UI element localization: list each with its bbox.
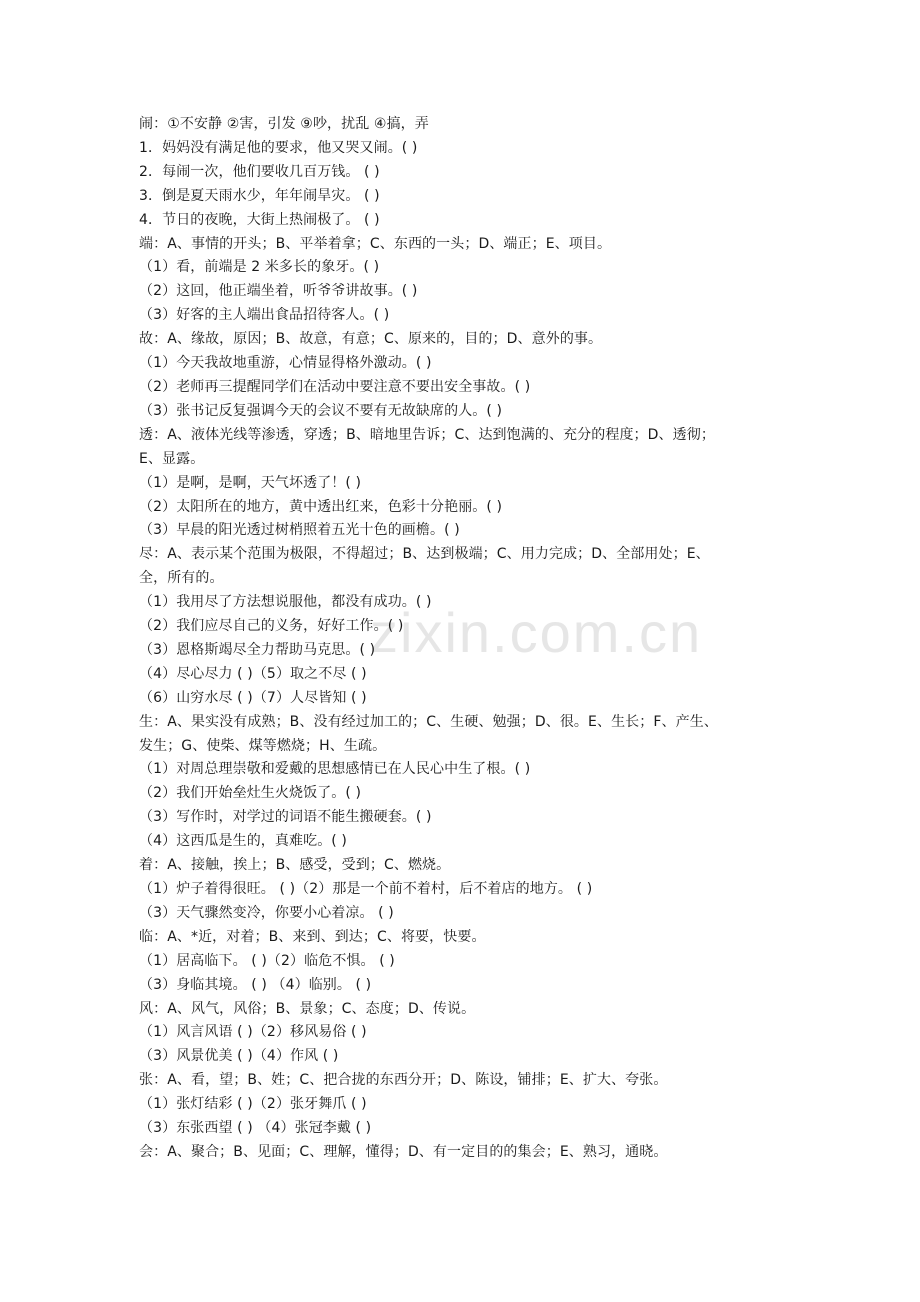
text-line: 端：A、事情的开头；B、平举着拿；C、东西的一头；D、端正；E、项目。 — [139, 235, 612, 252]
text-line: 透：A、液体光线等渗透，穿透；B、暗地里告诉；C、达到饱满的、充分的程度；D、透彻； — [139, 426, 715, 443]
text-line: 3．倒是夏天雨水少，年年闹旱灾。 ( ) — [139, 187, 380, 204]
text-line: （3）写作时，对学过的词语不能生搬硬套。( ) — [139, 809, 432, 826]
text-line: 生：A、果实没有成熟；B、没有经过加工的；C、生硬、勉强；D、很。E、生长；F、产生、 — [139, 713, 718, 730]
text-line: （1）是啊，是啊，天气坏透了！( ) — [139, 474, 362, 491]
text-line: （1）居高临下。 ( )（2）临危不惧。 ( ) — [139, 952, 395, 969]
text-line: （3）东张西望 ( ) （4）张冠李戴 ( ) — [139, 1120, 372, 1137]
text-line: （3）早晨的阳光透过树梢照着五光十色的画檐。( ) — [139, 522, 460, 539]
text-line: 会：A、聚合；B、见面；C、理解，懂得；D、有一定目的的集会；E、熟习，通晓。 — [139, 1143, 668, 1160]
text-line: （3）好客的主人端出食品招待客人。( ) — [139, 307, 390, 324]
text-line: 临：A、*近，对着；B、来到、到达；C、将要，快要。 — [139, 928, 486, 945]
text-line: （2）老师再三提醒同学们在活动中要注意不要出安全事故。( ) — [139, 378, 531, 395]
text-line: （2）这回，他正端坐着，听爷爷讲故事。( ) — [139, 283, 418, 300]
watermark: zixin.com.cn — [370, 601, 703, 664]
text-line: （3）身临其境。 ( ) （4）临别。 ( ) — [139, 976, 372, 993]
text-line: （3）张书记反复强调今天的会议不要有无故缺席的人。( ) — [139, 402, 503, 419]
text-line: 尽：A、表示某个范围为极限，不得超过；B、达到极端；C、用力完成；D、全部用处；E、 — [139, 546, 710, 563]
text-line: （3）恩格斯竭尽全力帮助马克思。( ) — [139, 641, 376, 658]
text-line: 4．节日的夜晚，大街上热闹极了。 ( ) — [139, 211, 380, 228]
text-line: （1）张灯结彩 ( )（2）张牙舞爪 ( ) — [139, 1096, 367, 1113]
text-line: 1．妈妈没有满足他的要求，他又哭又闹。( ) — [139, 139, 418, 156]
text-line: （1）对周总理崇敬和爱戴的思想感情已在人民心中生了根。( ) — [139, 761, 531, 778]
text-line: 风：A、风气，风俗；B、景象；C、态度；D、传说。 — [139, 1000, 476, 1017]
text-line: （1）炉子着得很旺。 ( )（2）那是一个前不着村，后不着店的地方。 ( ) — [139, 881, 593, 897]
text-line: 着：A、接触，挨上；B、感受，受到；C、燃烧。 — [139, 857, 451, 874]
text-line: 闹：①不安静 ②害，引发 ⑨吵，扰乱 ④搞，弄 — [139, 116, 429, 132]
text-line: （2）我们应尽自己的义务，好好工作。( ) — [139, 618, 404, 635]
text-line: （1）风言风语 ( )（2）移风易俗 ( ) — [139, 1024, 367, 1041]
text-line: （2）我们开始垒灶生火烧饭了。( ) — [139, 785, 362, 802]
text-line: 全，所有的。 — [139, 570, 224, 587]
text-line: E、显露。 — [139, 450, 205, 467]
text-line: （2）太阳所在的地方，黄中透出红来，色彩十分艳丽。( ) — [139, 498, 503, 515]
text-line: （1）看，前端是 2 米多长的象牙。( ) — [139, 259, 380, 276]
text-line: （6）山穷水尽 ( )（7）人尽皆知 ( ) — [139, 689, 367, 706]
text-line: 故：A、缘故，原因；B、故意，有意；C、原来的，目的；D、意外的事。 — [139, 331, 603, 348]
text-line: 张：A、看，望；B、姓；C、把合拢的东西分开；D、陈设，铺排；E、扩大、夸张。 — [139, 1072, 668, 1089]
text-line: （3）风景优美 ( )（4）作风 ( ) — [139, 1048, 339, 1065]
text-line: （1）我用尽了方法想说服他，都没有成功。( ) — [139, 594, 432, 611]
document-body — [139, 113, 799, 1165]
text-line: （4）尽心尽力 ( )（5）取之不尽 ( ) — [139, 665, 367, 682]
text-line: 2．每闹一次，他们要收几百万钱。 ( ) — [139, 163, 380, 180]
text-line: （3）天气骤然变冷，你要小心着凉。 ( ) — [139, 904, 394, 921]
text-line: 发生；G、使柴、煤等燃烧；H、生疏。 — [139, 737, 387, 754]
text-line: （1）今天我故地重游，心情显得格外激动。( ) — [139, 355, 432, 372]
text-line: （4）这西瓜是生的，真难吃。( ) — [139, 833, 347, 850]
